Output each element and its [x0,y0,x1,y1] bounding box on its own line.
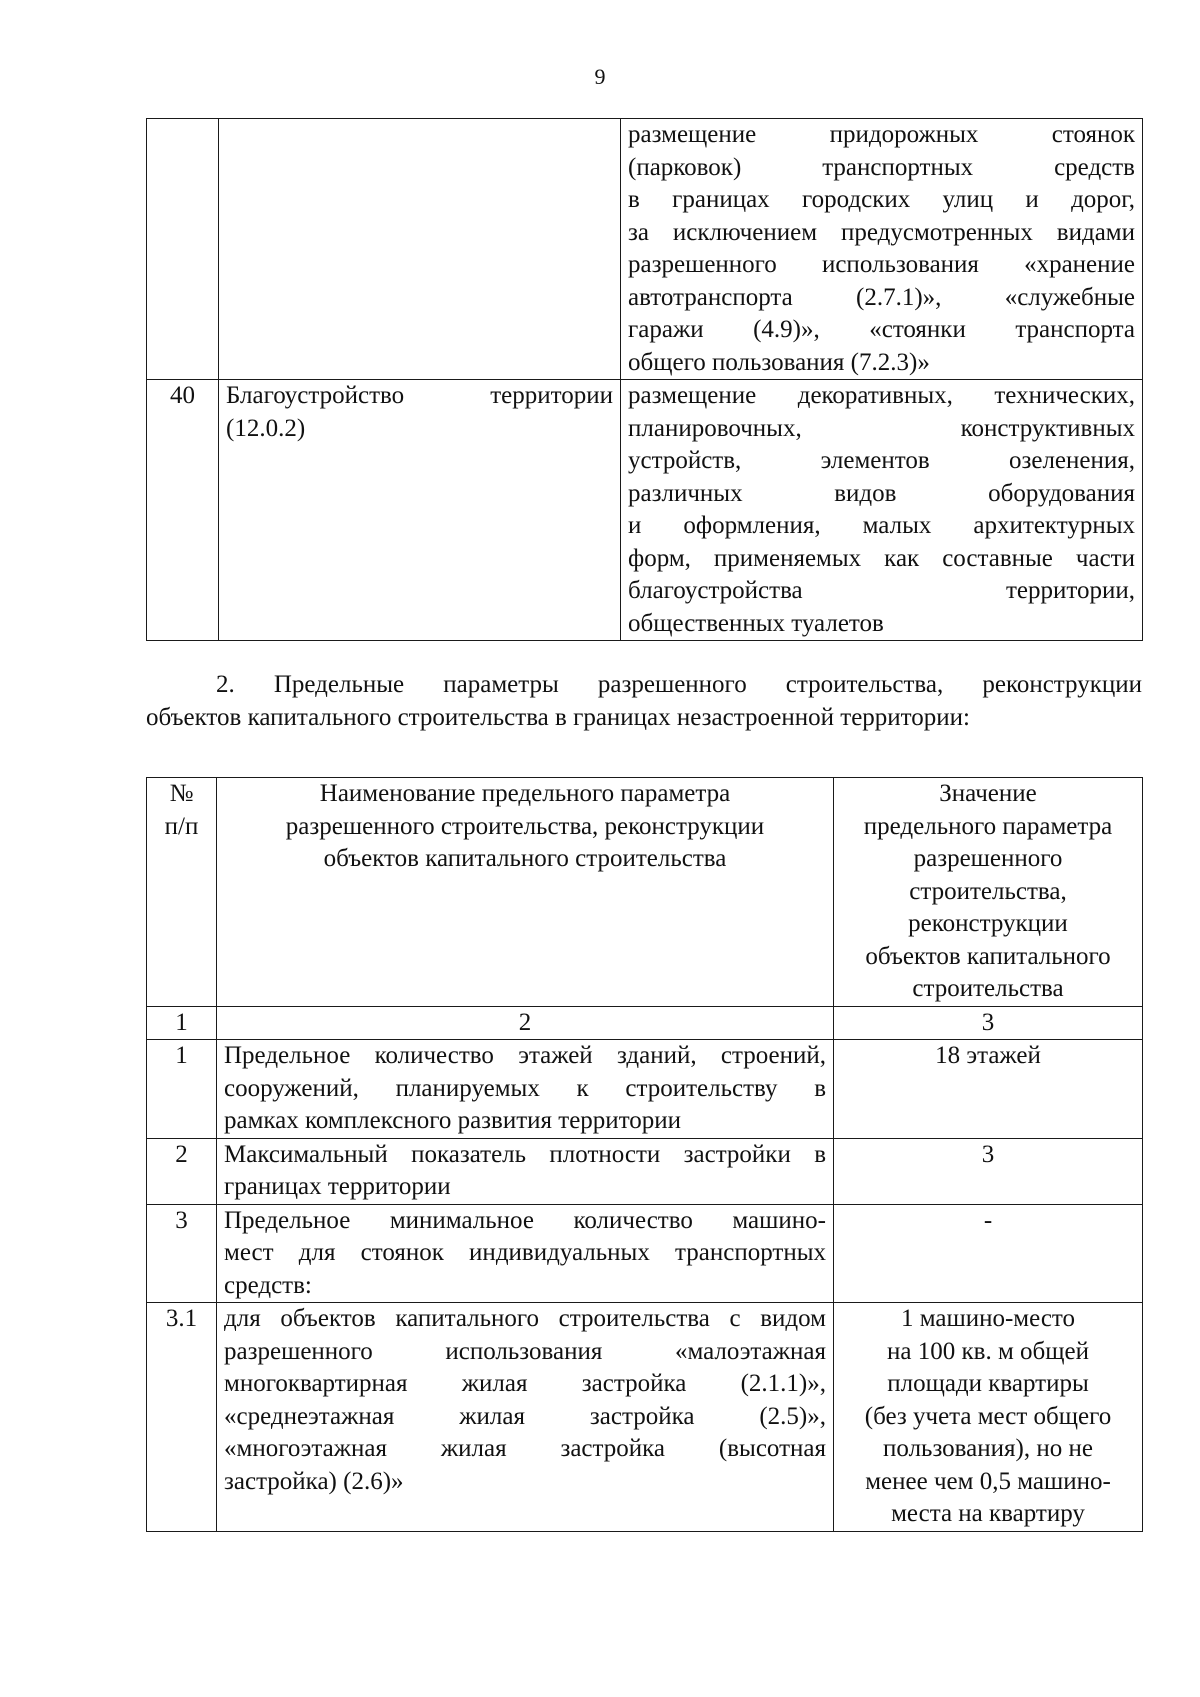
parameter-name-line: разрешенного использования «малоэтажная [224,1337,826,1365]
row-number-cell: 1 [147,1040,217,1139]
table-row [147,1138,1143,1204]
description-line: в границах городских улиц и дорог, [628,186,1135,213]
row-number-cell [147,119,219,380]
use-description-cell [621,119,1143,380]
header-value-cell [834,778,1143,1007]
parameter-name-cell [217,1040,834,1139]
table-row [147,1204,1143,1303]
parameter-name-line: для объектов капитального строительства с видом [224,1305,826,1332]
section-2-paragraph [146,669,1142,734]
table-header-row [147,778,1143,1007]
description-line: (парковок) транспортных средств [628,153,1135,181]
parameter-name-line: сооружений, планируемых к строительству в [224,1074,826,1102]
parameter-value-cell [834,1138,1143,1204]
column-number-cell: 2 [217,1006,834,1040]
column-number-cell: 1 [147,1006,217,1040]
use-description-cell [621,380,1143,641]
description-line: общего пользования (7.2.3)» [628,348,930,376]
parameter-value-line: площади квартиры [887,1370,1089,1397]
header-line: разрешенного [913,845,1063,872]
parameter-value-cell [834,1040,1143,1139]
parameter-value-line: - [983,1206,993,1234]
header-line: № [169,780,194,807]
parameter-value-line: 3 [981,1140,995,1168]
table-row [147,1303,1143,1532]
header-line: реконструкции [908,910,1068,937]
parameter-name-line: Предельное минимальное количество машино- [224,1206,826,1234]
parameter-value-cell [834,1204,1143,1303]
header-line: Значение [939,780,1037,807]
parameter-name-line: Предельное количество этажей зданий, строений, [224,1042,826,1069]
description-line: форм, применяемых как составные части [628,544,1135,572]
header-line: разрешенного строительства, реконструкции [285,812,765,840]
parameter-value-cell [834,1303,1143,1532]
description-line: гаражи (4.9)», «стоянки транспорта [628,316,1135,343]
use-name-line: (12.0.2) [226,414,306,442]
row-number-cell: 40 [147,380,219,641]
parameter-value-line: 18 этажей [935,1042,1041,1069]
description-line: устройств, элементов озеленения, [628,447,1135,474]
parameter-name-line: границах территории [224,1173,451,1200]
parameter-value-line: пользования), но не [883,1435,1093,1462]
description-line: общественных туалетов [628,609,884,637]
row-number-cell: 3 [147,1204,217,1303]
parameter-value-line: 1 машино-место [900,1305,1076,1332]
use-name-cell [219,380,621,641]
header-line: п/п [164,812,199,840]
use-name-line: Благоустройство территории [226,382,613,409]
land-use-table [146,118,1143,641]
row-number-cell: 3.1 [147,1303,217,1532]
limit-parameters-table [146,777,1143,1532]
header-line: Наименование предельного параметра [319,780,731,807]
parameter-name-line: «среднеэтажная жилая застройка (2.5)», [224,1402,826,1430]
description-line: благоустройства территории, [628,577,1135,604]
table-row [147,119,1143,380]
section-2-line: 2. Предельные параметры разрешенного строительства, реконструкции [216,671,1142,698]
parameter-value-line: места на квартиру [891,1500,1085,1527]
header-line: предельного параметра [863,812,1113,840]
parameter-name-line: «многоэтажная жилая застройка (высотная [224,1435,826,1462]
parameter-name-line: средств: [224,1271,312,1299]
column-number-row [147,1006,1143,1040]
header-name-cell [217,778,834,1007]
header-line: строительства, [909,877,1067,905]
description-line: и оформления, малых архитектурных [628,512,1135,539]
column-number-cell: 3 [834,1006,1143,1040]
parameter-value-line: (без учета мест общего [864,1402,1112,1430]
description-line: планировочных, конструктивных [628,414,1135,442]
header-num-cell [147,778,217,1007]
parameter-name-line: Максимальный показатель плотности застройки в [224,1140,826,1168]
description-line: размещение придорожных стоянок [628,121,1135,148]
parameter-name-cell [217,1204,834,1303]
description-line: размещение декоративных, технических, [628,382,1135,409]
parameter-value-line: менее чем 0,5 машино- [865,1467,1111,1495]
description-line: за исключением предусмотренных видами [628,218,1135,246]
table-row [147,380,1143,641]
parameter-value-line: на 100 кв. м общей [887,1337,1089,1365]
header-line: строительства [912,975,1064,1002]
section-2-line: объектов капитального строительства в границах незастроенной территории: [146,703,970,731]
parameter-name-line: многоквартирная жилая застройка (2.1.1)», [224,1370,826,1397]
use-name-cell [219,119,621,380]
description-line: различных видов оборудования [628,479,1135,507]
parameter-name-line: мест для стоянок индивидуальных транспортных [224,1239,826,1266]
description-line: разрешенного использования «хранение [628,251,1135,278]
parameter-name-cell [217,1138,834,1204]
page-number: 9 [594,64,606,89]
table-row [147,1040,1143,1139]
parameter-name-cell [217,1303,834,1532]
parameter-name-line: рамках комплексного развития территории [224,1107,682,1134]
header-line: объектов капитального строительства [323,845,727,872]
parameter-name-line: застройка) (2.6)» [224,1467,404,1495]
description-line: автотранспорта (2.7.1)», «служебные [628,283,1135,311]
row-number-cell: 2 [147,1138,217,1204]
header-line: объектов капитального [865,942,1111,970]
